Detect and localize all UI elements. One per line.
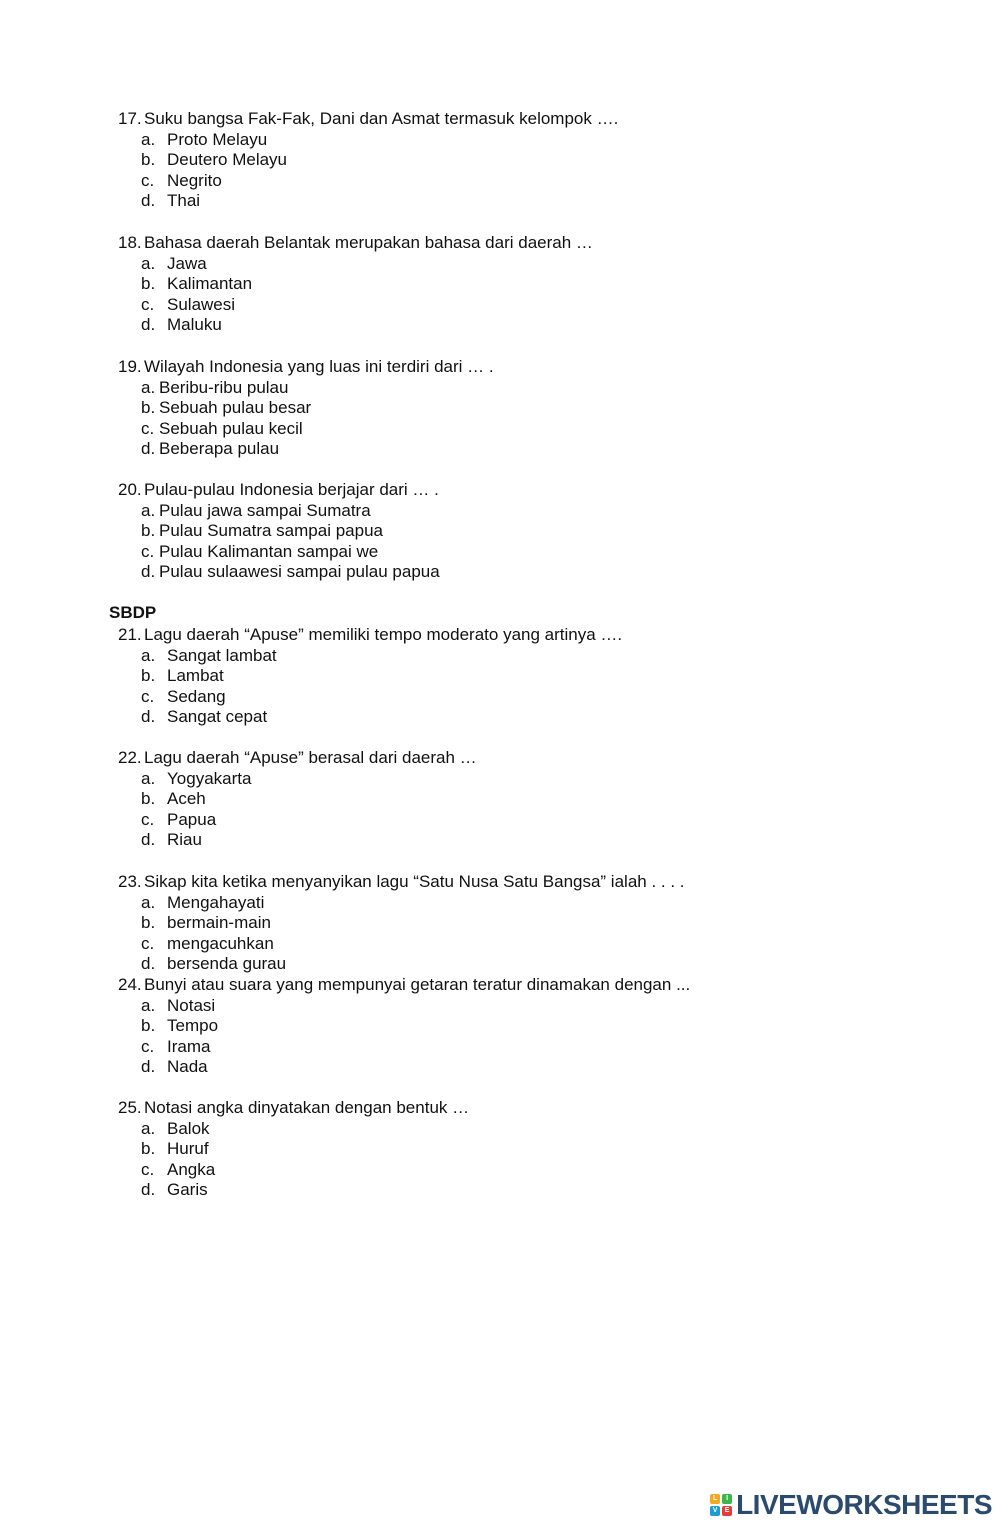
option-text: Sedang: [167, 686, 226, 706]
question-number: 19.: [118, 357, 142, 376]
option-text: Jawa: [167, 253, 207, 273]
logo-mark-icon: [710, 1494, 732, 1516]
option-letter: d.: [141, 707, 156, 727]
brand-name: LIVEWORKSHEETS: [736, 1489, 992, 1520]
option-letter: a.: [141, 768, 156, 788]
question-line: [118, 480, 440, 501]
option-letter: d.: [141, 954, 156, 974]
option-text: Pulau Kalimantan sampai we: [159, 541, 379, 561]
option-letter: a.: [141, 253, 156, 273]
question-number: 25.: [118, 1098, 142, 1117]
option-letter: b.: [141, 150, 156, 170]
option-letter: b.: [141, 1016, 156, 1036]
option-text: Nada: [167, 1057, 208, 1077]
question-21: [118, 625, 622, 728]
option-letter: c.: [141, 686, 155, 706]
question-22: [118, 748, 477, 851]
option-text: Thai: [167, 191, 201, 211]
question-line: [118, 109, 618, 130]
logo-cell-l: L: [710, 1494, 720, 1504]
question-line: [118, 625, 622, 646]
question-25: [118, 1098, 469, 1201]
option-text: Kalimantan: [167, 274, 253, 294]
option-text: Aceh: [167, 789, 206, 809]
option-a[interactable]: [118, 130, 618, 151]
question-text: Notasi angka dinyatakan dengan bentuk …: [144, 1098, 470, 1117]
option-a[interactable]: [118, 996, 690, 1017]
option-letter: c.: [141, 1036, 155, 1056]
option-letter: c.: [141, 541, 155, 561]
option-a[interactable]: [118, 893, 685, 914]
logo-cell-i: I: [722, 1494, 732, 1504]
option-letter: c.: [141, 1159, 155, 1179]
option-text: Sangat lambat: [167, 645, 277, 665]
option-c[interactable]: [118, 1037, 690, 1058]
option-text: Mengahayati: [167, 892, 265, 912]
question-number: 24.: [118, 975, 142, 994]
option-b[interactable]: [118, 274, 593, 295]
option-b[interactable]: [118, 521, 440, 542]
option-letter: d.: [141, 1180, 156, 1200]
option-a[interactable]: [118, 254, 593, 275]
option-b[interactable]: [118, 1139, 469, 1160]
question-20: [118, 480, 440, 583]
option-text: bersenda gurau: [167, 954, 287, 974]
option-text: Notasi: [167, 995, 216, 1015]
section-title: SBDP: [109, 603, 157, 622]
option-b[interactable]: [118, 789, 477, 810]
option-letter: b.: [141, 666, 156, 686]
option-text: Sebuah pulau besar: [159, 398, 312, 418]
option-c[interactable]: [118, 542, 440, 563]
option-text: Balok: [167, 1118, 210, 1138]
question-line: [118, 748, 477, 769]
option-d[interactable]: [118, 707, 622, 728]
question-17: [118, 109, 618, 212]
option-d[interactable]: [118, 191, 618, 212]
option-b[interactable]: [118, 1016, 690, 1037]
option-letter: d.: [141, 191, 156, 211]
option-text: Beberapa pulau: [159, 439, 280, 459]
option-text: Irama: [167, 1036, 211, 1056]
question-number: 23.: [118, 872, 142, 891]
question-text: Pulau-pulau Indonesia berjajar dari … .: [144, 480, 439, 499]
option-letter: c.: [141, 418, 155, 438]
option-d[interactable]: [118, 315, 593, 336]
option-text: Negrito: [167, 170, 222, 190]
option-c[interactable]: [118, 1160, 469, 1181]
option-a[interactable]: [118, 501, 440, 522]
option-letter: b.: [141, 789, 156, 809]
option-text: Pulau Sumatra sampai papua: [159, 521, 383, 541]
option-text: Angka: [167, 1159, 216, 1179]
question-number: 21.: [118, 625, 142, 644]
option-text: Garis: [167, 1180, 208, 1200]
option-text: Lambat: [167, 666, 224, 686]
option-letter: a.: [141, 645, 156, 665]
option-text: Pulau sulaawesi sampai pulau papua: [159, 562, 440, 582]
option-text: Pulau jawa sampai Sumatra: [159, 500, 371, 520]
option-letter: d.: [141, 439, 156, 459]
option-b[interactable]: [118, 913, 685, 934]
option-letter: a.: [141, 892, 156, 912]
option-b[interactable]: [118, 150, 618, 171]
option-letter: b.: [141, 521, 156, 541]
question-19: [118, 357, 494, 460]
option-letter: c.: [141, 294, 155, 314]
question-24: [118, 975, 690, 1078]
option-letter: d.: [141, 830, 156, 850]
option-letter: c.: [141, 933, 155, 953]
option-letter: a.: [141, 377, 156, 397]
question-text: Bahasa daerah Belantak merupakan bahasa dari daerah …: [144, 233, 593, 252]
option-c[interactable]: [118, 171, 618, 192]
question-text: Sikap kita ketika menyanyikan lagu “Satu Nusa Satu Bangsa” ialah . . . .: [144, 872, 685, 891]
question-number: 22.: [118, 748, 142, 767]
option-d[interactable]: [118, 562, 440, 583]
option-a[interactable]: [118, 1119, 469, 1140]
option-d[interactable]: [118, 1057, 690, 1078]
question-line: [118, 872, 685, 893]
option-a[interactable]: [118, 646, 622, 667]
option-letter: b.: [141, 1139, 156, 1159]
option-c[interactable]: [118, 687, 622, 708]
question-text: Lagu daerah “Apuse” berasal dari daerah …: [144, 748, 477, 767]
option-text: Papua: [167, 809, 217, 829]
option-c[interactable]: [118, 934, 685, 955]
option-letter: d.: [141, 1057, 156, 1077]
question-number: 20.: [118, 480, 142, 499]
option-text: Sebuah pulau kecil: [159, 418, 303, 438]
option-letter: b.: [141, 274, 156, 294]
question-line: [118, 233, 593, 254]
option-text: Riau: [167, 830, 202, 850]
option-letter: a.: [141, 995, 156, 1015]
option-letter: a.: [141, 1118, 156, 1138]
option-text: Yogyakarta: [167, 768, 252, 788]
option-letter: a.: [141, 500, 156, 520]
question-text: Bunyi atau suara yang mempunyai getaran teratur dinamakan dengan ...: [144, 975, 691, 994]
option-c[interactable]: [118, 295, 593, 316]
option-text: Maluku: [167, 315, 222, 335]
liveworksheets-logo[interactable]: [710, 1490, 992, 1520]
question-text: Lagu daerah “Apuse” memiliki tempo moderato yang artinya ….: [144, 625, 623, 644]
question-line: [118, 357, 494, 378]
logo-cell-v: V: [710, 1506, 720, 1516]
option-c[interactable]: [118, 419, 494, 440]
question-text: Suku bangsa Fak-Fak, Dani dan Asmat termasuk kelompok ….: [144, 109, 619, 128]
option-a[interactable]: [118, 769, 477, 790]
option-text: Huruf: [167, 1139, 209, 1159]
question-line: [118, 1098, 469, 1119]
option-letter: c.: [141, 809, 155, 829]
question-line: [118, 975, 690, 996]
option-b[interactable]: [118, 398, 494, 419]
option-letter: c.: [141, 170, 155, 190]
option-c[interactable]: [118, 810, 477, 831]
option-text: Tempo: [167, 1016, 219, 1036]
option-b[interactable]: [118, 666, 622, 687]
option-d[interactable]: [118, 1180, 469, 1201]
question-18: [118, 233, 593, 336]
question-23: [118, 872, 685, 975]
question-number: 18.: [118, 233, 142, 252]
option-text: Proto Melayu: [167, 129, 268, 149]
option-d[interactable]: [118, 439, 494, 460]
option-letter: d.: [141, 562, 156, 582]
question-number: 17.: [118, 109, 142, 128]
option-a[interactable]: [118, 378, 494, 399]
option-letter: b.: [141, 398, 156, 418]
option-text: mengacuhkan: [167, 933, 274, 953]
option-text: bermain-main: [167, 913, 271, 933]
option-d[interactable]: [118, 830, 477, 851]
option-text: Sangat cepat: [167, 707, 268, 727]
option-letter: d.: [141, 315, 156, 335]
option-letter: a.: [141, 129, 156, 149]
option-letter: b.: [141, 913, 156, 933]
option-text: Beribu-ribu pulau: [159, 377, 289, 397]
option-d[interactable]: [118, 954, 685, 975]
question-text: Wilayah Indonesia yang luas ini terdiri dari … .: [144, 357, 494, 376]
option-text: Sulawesi: [167, 294, 236, 314]
option-text: Deutero Melayu: [167, 150, 288, 170]
logo-cell-e: E: [722, 1506, 732, 1516]
